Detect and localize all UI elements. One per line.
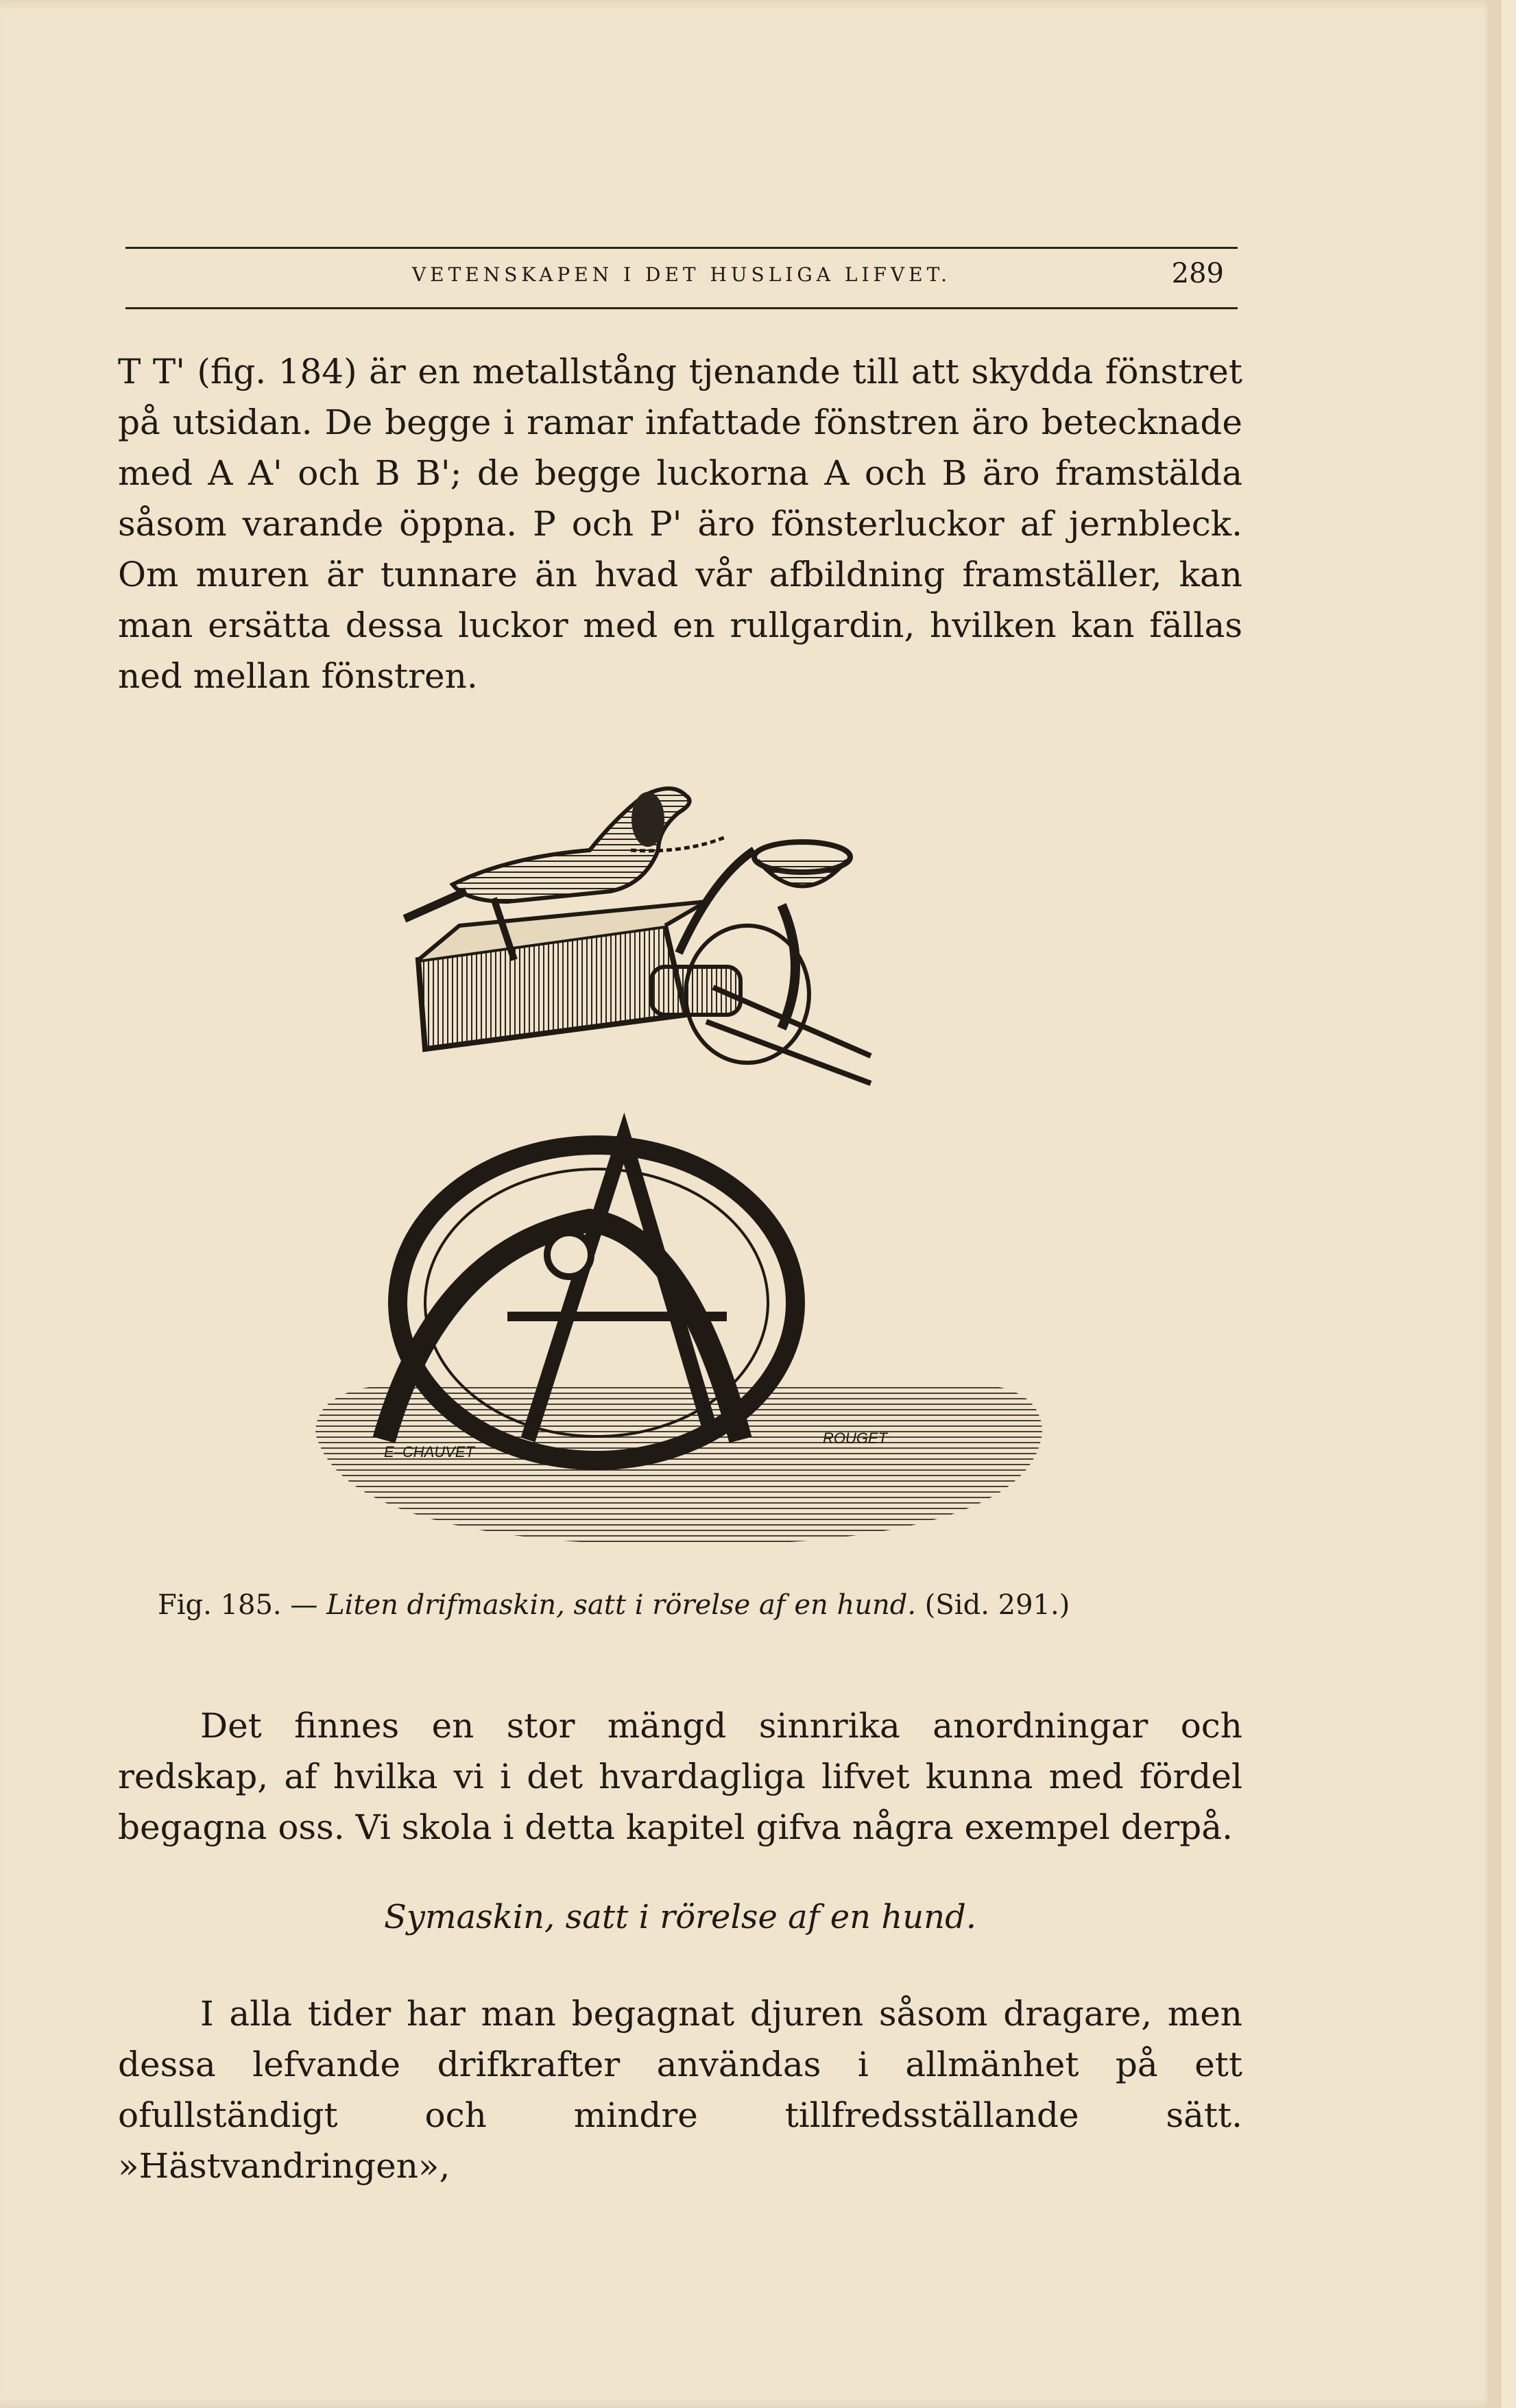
engraver-signature-left: E–CHAUVET [384,1443,475,1460]
figure-caption [158,1589,1227,1621]
paragraph-second [118,1700,1242,1853]
section-subheading: Symaskin, satt i rörelse af en hund. [383,1898,977,1936]
caption-title: Liten drifmaskin, satt i rörelse af en hund. [326,1589,917,1621]
caption-reference: (Sid. 291.) [924,1589,1070,1621]
frame-hub [547,1233,591,1277]
running-header [125,258,1238,296]
paragraph-intro-text: T T' (fig. 184) är en metallstång tjenande till att skydda fönstret på utsidan. De begge i ramar infattade fönstren äro betecknade med A A' och B B'; de begge luckorna A och B äro framstälda såsom varande öppna. P och P' äro fönsterluckor af jernbleck. Om muren är tunnare än hvad vår afbildning framställer, kan man ersätta dessa luckor med en rullgardin, hvilken kan fällas ned mellan fönstren. [118,352,1242,696]
page-edge [1487,0,1502,2408]
dog-treadmill-engraving [302,754,1063,1556]
paragraph-second-text: Det finnes en stor mängd sinnrika anordningar och redskap, af hvilka vi i det hvardagliga lifvet kunna med fördel begagna oss. Vi skola i detta kapitel gifva några exempel derpå. [118,1706,1242,1847]
paragraph-third-text: I alla tider har man begagnat djuren såsom dragare, men dessa lefvande drifkrafter användas i allmänhet på ett ofullständigt och mindre tillfredsställande sätt. »Hästvandringen», [118,1994,1242,2186]
header-rule-bottom [125,307,1238,309]
paragraph-third [118,1988,1242,2191]
ground-shading [315,1385,1042,1546]
running-title: VETENSKAPEN I DET HUSLIGA LIFVET. [411,263,952,286]
paragraph-intro [118,346,1242,701]
page-number: 289 [1171,258,1224,289]
header-rule-top [125,247,1238,249]
engraver-signature-right: ROUGET [823,1430,888,1447]
caption-label: Fig. 185. — [158,1589,318,1621]
